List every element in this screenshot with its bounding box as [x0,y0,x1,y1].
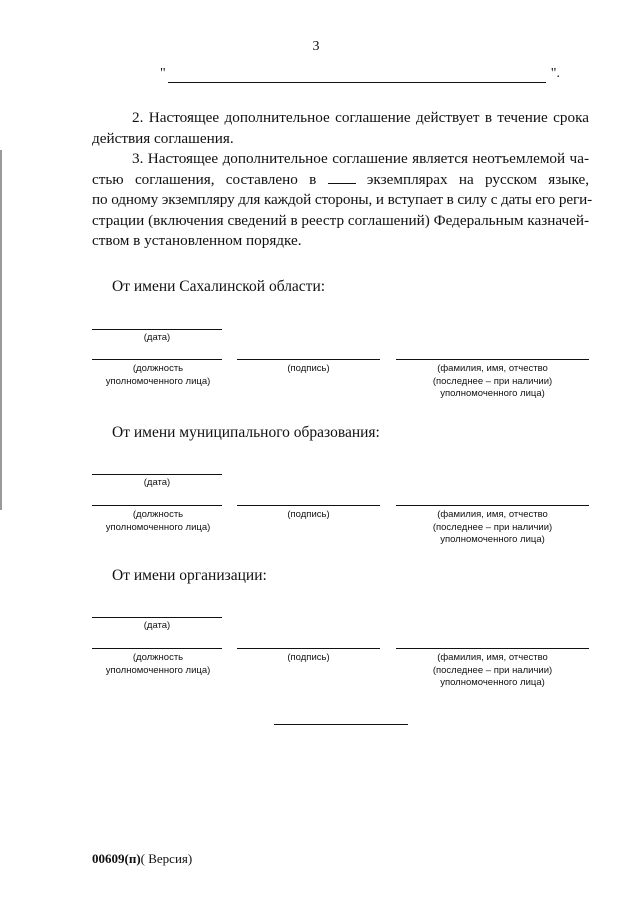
signature-line [237,359,380,360]
copies-count-blank [328,171,356,184]
full-name-line [396,648,589,649]
paragraph-2-line-1: 2. Настоящее дополнительное соглашение действует в течение срока [132,109,589,126]
date-line [92,617,222,618]
date-line [92,474,222,475]
paragraph-2 [92,108,589,149]
position-label: (должность уполномоченного лица) [105,652,211,676]
paragraph-3-line-2 [92,170,589,191]
position-label: (должность уполномоченного лица) [105,509,211,533]
paragraph-2-line-2: действия соглашения. [92,129,234,147]
paragraph-3 [92,149,593,252]
open-quote: " [160,66,166,81]
signature-label: (подпись) [287,509,330,520]
page-number: 3 [312,39,320,54]
party-municipality-title: От имени муниципального образования: [112,424,380,441]
paragraph-3-line-1: 3. Настоящее дополнительное соглашение является неотъемлемой ча- [132,150,589,167]
date-label: (дата) [143,332,171,343]
footer-version [92,851,192,867]
party-organization-title: От имени организации: [112,567,267,584]
version-label: ( Версия) [140,851,193,866]
agreement-name-blank [168,82,546,83]
party-sakhalin-title: От имени Сахалинской области: [112,278,326,295]
document-code: 00609(п) [92,851,141,866]
position-line [92,505,222,506]
date-label: (дата) [143,620,171,631]
signature-label: (подпись) [287,363,330,374]
paragraph-3-line-4: страции (включения сведений в реестр соглашений) Федеральным казначей- [92,211,590,229]
close-quote: ". [550,66,560,81]
closing-divider [274,724,408,725]
position-line [92,648,222,649]
signature-line [237,648,380,649]
paragraph-3-line-5: ством в установленном порядке. [92,232,302,249]
copies-text-after: экземплярах на русском языке, [366,170,590,188]
full-name-line [396,505,589,506]
copies-text-before: стью соглашения, составлено в [92,170,317,188]
full-name-label: (фамилия, имя, отчество (последнее – при наличии) уполномоченного лица) [432,363,553,399]
paragraph-3-line-3: по одному экземпляру для каждой стороны, и вступает в силу с даты его реги- [92,191,593,208]
position-label: (должность уполномоченного лица) [105,363,211,387]
date-label: (дата) [143,477,171,488]
scan-edge-shadow [0,150,2,510]
date-line [92,329,222,330]
agreement-name-line [160,66,560,84]
full-name-line [396,359,589,360]
full-name-label: (фамилия, имя, отчество (последнее – при наличии) уполномоченного лица) [432,509,553,545]
signature-label: (подпись) [287,652,330,663]
full-name-label: (фамилия, имя, отчество (последнее – при наличии) уполномоченного лица) [432,652,553,688]
signature-line [237,505,380,506]
position-line [92,359,222,360]
